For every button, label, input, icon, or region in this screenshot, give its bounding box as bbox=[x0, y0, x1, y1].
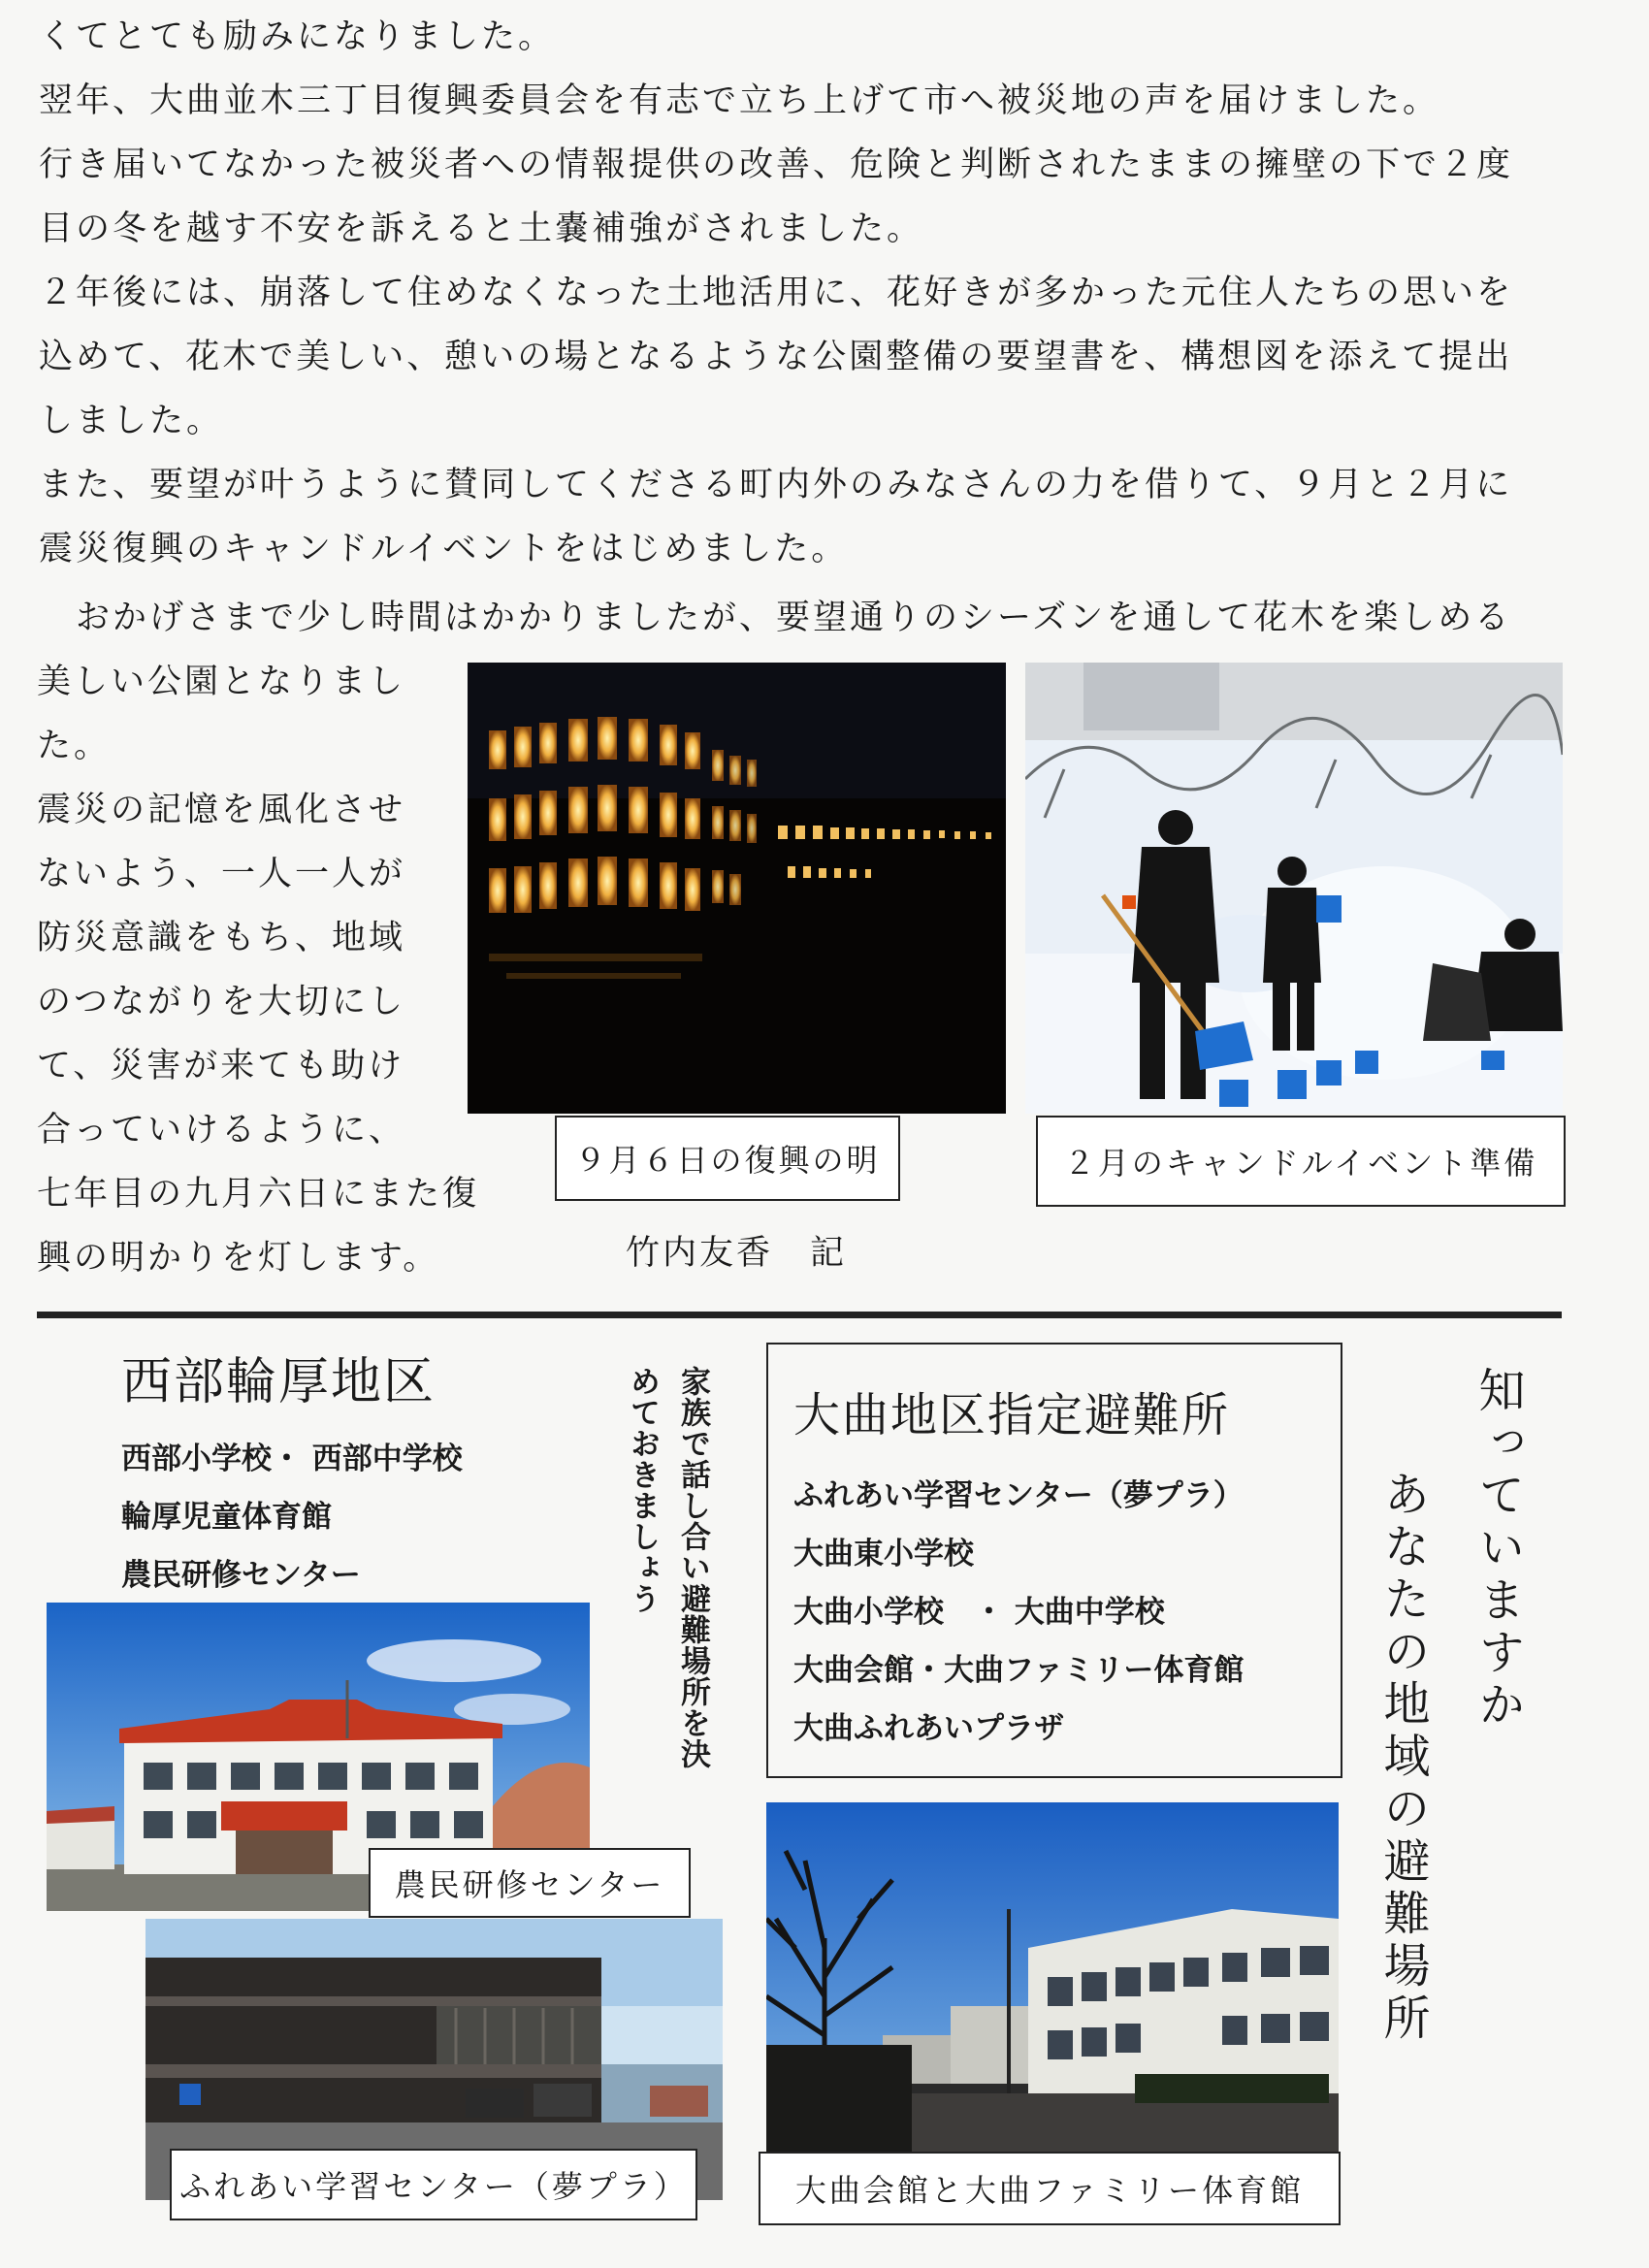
family-note-col1: 家族で話し合い避難場所を決 bbox=[675, 1366, 710, 1769]
nomin-center-caption: 農民研修センター bbox=[369, 1848, 691, 1918]
article-line-1: くてとても励みになりました。 bbox=[39, 17, 556, 56]
left-line: 七年目の九月六日にまた復 bbox=[37, 1175, 480, 1214]
omagari-facility: 大曲東小学校 bbox=[793, 1537, 974, 1571]
left-line: 震災の記憶を風化させ bbox=[37, 791, 406, 829]
west-facility: 輪厚児童体育館 bbox=[121, 1500, 332, 1535]
article-line-9: 震災復興のキャンドルイベントをはじめました。 bbox=[39, 530, 849, 568]
article-line-4: 目の冬を越す不安を訴えると土嚢補強がされました。 bbox=[39, 210, 924, 248]
left-line: 興の明かりを灯します。 bbox=[37, 1239, 440, 1278]
side-heading-col2: あなたの地域の避難場所 bbox=[1375, 1470, 1430, 2046]
west-facility: 農民研修センター bbox=[121, 1558, 361, 1593]
omagari-facility: ふれあい学習センター（夢プラ） bbox=[793, 1478, 1244, 1513]
family-note-col2: めておきましょう bbox=[625, 1366, 660, 1614]
omagari-hall-caption: 大曲会館と大曲ファミリー体育館 bbox=[759, 2152, 1341, 2225]
snow-preparation-caption: ２月のキャンドルイベント準備 bbox=[1036, 1116, 1566, 1207]
omagari-facility: 大曲会館・大曲ファミリー体育館 bbox=[793, 1653, 1245, 1688]
west-facility: 西部小学校・ 西部中学校 bbox=[121, 1442, 463, 1476]
article-line-2: 翌年、大曲並木三丁目復興委員会を有志で立ち上げて市へ被災地の声を届けました。 bbox=[39, 81, 1440, 120]
article-line-6: 込めて、花木で美しい、憩いの場となるような公園整備の要望書を、構想図を添えて提出 bbox=[39, 338, 1513, 376]
left-line: 美しい公園となりまし bbox=[37, 663, 406, 701]
fureai-center-caption: ふれあい学習センター（夢プラ） bbox=[170, 2149, 697, 2220]
lantern-photo bbox=[468, 663, 1006, 1114]
omagari-facility: 大曲ふれあいプラザ bbox=[793, 1711, 1064, 1746]
west-district-title: 西部輪厚地区 bbox=[121, 1353, 436, 1411]
left-line: 合っていけるように、 bbox=[37, 1111, 406, 1150]
article-line-3: 行き届いてなかった被災者への情報提供の改善、危険と判断されたままの擁壁の下で２度 bbox=[39, 146, 1514, 184]
omagari-hall-photo bbox=[766, 1802, 1339, 2152]
article-line-5: ２年後には、崩落して住めなくなった土地活用に、花好きが多かった元住人たちの思いを bbox=[39, 274, 1514, 312]
article-line-7: しました。 bbox=[39, 402, 224, 440]
omagari-facility: 大曲小学校 ・ 大曲中学校 bbox=[793, 1595, 1165, 1630]
left-line: のつながりを大切にし bbox=[37, 983, 406, 1021]
west-facility-list bbox=[121, 1430, 463, 1604]
left-line: た。 bbox=[37, 727, 112, 765]
lantern-photo-caption: ９月６日の復興の明 bbox=[555, 1116, 900, 1201]
snow-preparation-photo bbox=[1025, 663, 1563, 1114]
left-line: て、災害が来ても助け bbox=[37, 1047, 405, 1085]
article-author: 竹内友香 記 bbox=[626, 1234, 848, 1273]
left-line: ないよう、一人一人が bbox=[37, 855, 406, 893]
omagari-district-title: 大曲地区指定避難所 bbox=[793, 1388, 1231, 1442]
article-line-10: おかげさまで少し時間はかかりましたが、要望通りのシーズンを通して花木を楽しめる bbox=[39, 599, 1512, 637]
side-heading-col1: 知っていますか bbox=[1471, 1366, 1525, 1733]
omagari-facility-list bbox=[793, 1467, 1244, 1758]
left-line: 防災意識をもち、地域 bbox=[37, 919, 406, 957]
section-divider bbox=[37, 1312, 1562, 1318]
article-left-column bbox=[37, 650, 480, 1290]
article-line-8: また、要望が叶うように賛同してくださる町内外のみなさんの力を借りて、９月と２月に bbox=[39, 466, 1513, 504]
